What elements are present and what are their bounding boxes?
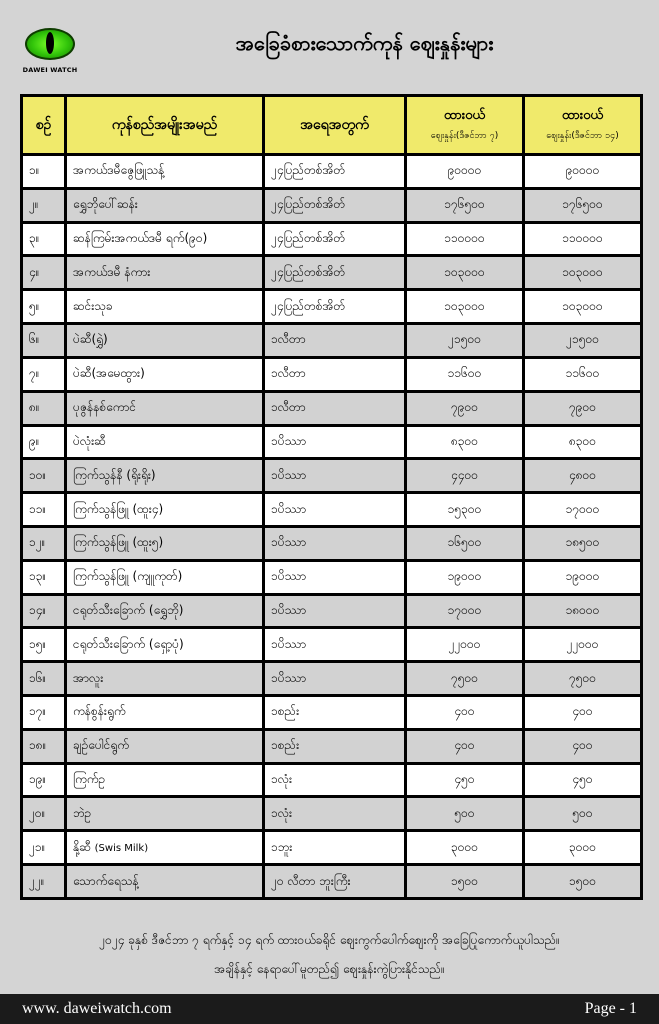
table-row — [22, 526, 642, 560]
item-name: ကြက်သွန်ဖြူ (ကျူကုတ်) — [66, 560, 264, 594]
table-row — [22, 628, 642, 662]
table-row — [22, 256, 642, 290]
table-row — [22, 865, 642, 899]
item-unit: ၁ပိဿာ — [264, 594, 406, 628]
row-number: ၁၇။ — [22, 696, 66, 730]
price-dec-14: ၁၅၀၀ — [524, 865, 642, 899]
row-number: ၁။ — [22, 155, 66, 189]
header-no: စဉ် — [22, 96, 66, 155]
price-dec-7: ၃၀၀၀ — [406, 831, 524, 865]
header-price-a — [406, 96, 524, 155]
row-number: ၄။ — [22, 256, 66, 290]
table-row — [22, 696, 642, 730]
item-name-extra: (Swis Milk) — [94, 842, 149, 854]
price-dec-7: ၁၇၆၅၀၀ — [406, 188, 524, 222]
price-dec-7: ၄၀၀ — [406, 729, 524, 763]
item-name: ပဲဆီ(အမေထွား) — [66, 357, 264, 391]
row-number: ၁၀။ — [22, 459, 66, 493]
price-dec-7: ၇၅၀၀ — [406, 662, 524, 696]
item-unit: ၁လီတာ — [264, 357, 406, 391]
website-link[interactable]: www. daweiwatch.com — [22, 1000, 172, 1017]
row-number: ၁၅။ — [22, 628, 66, 662]
row-number: ၇။ — [22, 357, 66, 391]
price-dec-14: ၁၀၃၀၀၀ — [524, 256, 642, 290]
footer-bar — [0, 994, 659, 1024]
header-price-b-label: ထားဝယ် — [561, 108, 604, 123]
price-dec-14: ၅၀၀ — [524, 797, 642, 831]
table-row — [22, 324, 642, 358]
price-dec-7: ၉၀၀၀၀ — [406, 155, 524, 189]
item-name: ပဲဆီ(ရွှဲ) — [66, 324, 264, 358]
price-dec-7: ၄၀၀ — [406, 696, 524, 730]
item-name: ပုဇွန်နစ်ကောင် — [66, 391, 264, 425]
row-number: ၈။ — [22, 391, 66, 425]
item-name: ကြက်သွန်နီ (ရိုးရိုး) — [66, 459, 264, 493]
row-number: ၂၂။ — [22, 865, 66, 899]
table-row — [22, 425, 642, 459]
table-row — [22, 493, 642, 527]
table-row — [22, 222, 642, 256]
row-number: ၂၁။ — [22, 831, 66, 865]
price-dec-14: ၁၇၀၀၀ — [524, 493, 642, 527]
price-dec-7: ၁၅၀၀ — [406, 865, 524, 899]
price-dec-14: ၄၅၀ — [524, 763, 642, 797]
item-name: ဆန်ကြမ်းအကယ်ဒမီ ရက်(၉၀) — [66, 222, 264, 256]
item-name: ချဉ်ပေါင်ရွက် — [66, 729, 264, 763]
price-dec-14: ၁၁၀၀၀၀ — [524, 222, 642, 256]
price-dec-7: ၁၁၀၀၀၀ — [406, 222, 524, 256]
page-title: အခြေခံစားသောက်ကုန် ဈေးနှုန်းများ — [235, 31, 494, 55]
row-number: ၁၄။ — [22, 594, 66, 628]
price-dec-14: ၁၇၆၅၀၀ — [524, 188, 642, 222]
row-number: ၁၃။ — [22, 560, 66, 594]
row-number: ၂၀။ — [22, 797, 66, 831]
table-row — [22, 357, 642, 391]
price-dec-14: ၇၅၀၀ — [524, 662, 642, 696]
table-row — [22, 290, 642, 324]
item-unit: ၂၄ပြည်တစ်အိတ် — [264, 188, 406, 222]
item-unit: ၁စည်း — [264, 696, 406, 730]
item-name — [66, 831, 264, 865]
table-row — [22, 831, 642, 865]
price-dec-14: ၉၀၀၀၀ — [524, 155, 642, 189]
item-name: ကြက်သွန်ဖြူ (ထူး၄) — [66, 493, 264, 527]
item-unit: ၁စည်း — [264, 729, 406, 763]
header-item: ကုန်စည်အမျိုးအမည် — [66, 96, 264, 155]
price-dec-7: ၄၄၀၀ — [406, 459, 524, 493]
price-dec-7: ၁၆၅၀၀ — [406, 526, 524, 560]
table-row — [22, 560, 642, 594]
table-row — [22, 594, 642, 628]
price-dec-7: ၅၀၀ — [406, 797, 524, 831]
item-unit: ၁လီတာ — [264, 324, 406, 358]
item-name: ကန်စွန်းရွက် — [66, 696, 264, 730]
item-unit: ၁ပိဿာ — [264, 560, 406, 594]
table-row — [22, 763, 642, 797]
price-dec-14: ၄၈၀၀ — [524, 459, 642, 493]
item-unit: ၁ပိဿာ — [264, 628, 406, 662]
table-row — [22, 459, 642, 493]
item-name-text: နို့ဆီ — [73, 839, 91, 854]
table-row — [22, 391, 642, 425]
item-name: ငရုတ်သီးခြောက် (ရွှေဘို) — [66, 594, 264, 628]
header-price-b — [524, 96, 642, 155]
row-number: ၉။ — [22, 425, 66, 459]
table-row — [22, 155, 642, 189]
row-number: ၁၈။ — [22, 729, 66, 763]
row-number: ၃။ — [22, 222, 66, 256]
item-unit: ၂၄ပြည်တစ်အိတ် — [264, 155, 406, 189]
row-number: ၁၂။ — [22, 526, 66, 560]
brand-logo — [22, 28, 78, 74]
row-number: ၁၁။ — [22, 493, 66, 527]
page-number: Page - 1 — [584, 1000, 637, 1017]
item-unit: ၂၄ပြည်တစ်အိတ် — [264, 222, 406, 256]
price-dec-14: ၁၈၅၀၀ — [524, 526, 642, 560]
price-dec-7: ၂၂၀၀၀ — [406, 628, 524, 662]
price-dec-14: ၁၁၆၀၀ — [524, 357, 642, 391]
item-name: ဆင်းသုခ — [66, 290, 264, 324]
price-dec-7: ၂၁၅၀၀ — [406, 324, 524, 358]
item-name: အကယ်ဒမီဇွေဖြူသန့် — [66, 155, 264, 189]
row-number: ၁၉။ — [22, 763, 66, 797]
price-dec-14: ၃၀၀၀ — [524, 831, 642, 865]
row-number: ၁၆။ — [22, 662, 66, 696]
price-dec-7: ၁၀၃၀၀၀ — [406, 290, 524, 324]
price-dec-14: ၁၉၀၀၀ — [524, 560, 642, 594]
item-name: ကြက်သွန်ဖြူ (ထူး၅) — [66, 526, 264, 560]
table-header-row — [22, 96, 642, 155]
price-dec-14: ၄၀၀ — [524, 696, 642, 730]
disclaimer-note: အချိန်နှင့် နေရာပေါ်မူတည်၍ ဈေးနှုန်းကွဲပြားနိုင်သည်။ — [214, 962, 445, 976]
price-dec-7: ၄၅၀ — [406, 763, 524, 797]
price-dec-14: ၂၁၅၀၀ — [524, 324, 642, 358]
table-row — [22, 729, 642, 763]
item-unit: ၁ဘူး — [264, 831, 406, 865]
item-name: ဘဲဥ — [66, 797, 264, 831]
item-name: အာလူး — [66, 662, 264, 696]
item-unit: ၁လုံး — [264, 763, 406, 797]
brand-name: DAWEI WATCH — [22, 66, 78, 74]
price-dec-14: ၂၂၀၀၀ — [524, 628, 642, 662]
item-unit: ၁ပိဿာ — [264, 459, 406, 493]
row-number: ၅။ — [22, 290, 66, 324]
row-number: ၆။ — [22, 324, 66, 358]
table-row — [22, 797, 642, 831]
item-unit: ၂၀ လီတာ ဘူးကြီး — [264, 865, 406, 899]
row-number: ၂။ — [22, 188, 66, 222]
source-note: ၂၀၂၄ ခုနှစ် ဒီဇင်ဘာ ၇ ရက်နှင့် ၁၄ ရက် ထားဝယ်ခရိုင် ဈေးကွက်ပေါက်ဈေးကို အခြေပြုကောက်ယူပါသည်။ — [99, 933, 560, 947]
price-dec-14: ၈၃၀၀ — [524, 425, 642, 459]
item-unit: ၁ပိဿာ — [264, 662, 406, 696]
price-dec-7: ၁၀၃၀၀၀ — [406, 256, 524, 290]
price-dec-14: ၁၀၃၀၀၀ — [524, 290, 642, 324]
item-name: ကြက်ဥ — [66, 763, 264, 797]
price-dec-7: ၁၁၆၀၀ — [406, 357, 524, 391]
item-unit: ၁လီတာ — [264, 391, 406, 425]
item-unit: ၁ပိဿာ — [264, 493, 406, 527]
price-dec-14: ၄၀၀ — [524, 729, 642, 763]
price-dec-14: ၁၈၀၀၀ — [524, 594, 642, 628]
header-price-a-date: ဈေးနှုန်း(ဒီဇင်ဘာ ၇) — [430, 131, 499, 141]
item-name: သောက်ရေသန့် — [66, 865, 264, 899]
item-name: ရွှေဘိုပေါ်ဆန်း — [66, 188, 264, 222]
item-name: အကယ်ဒမီ နံကား — [66, 256, 264, 290]
price-dec-7: ၁၇၀၀၀ — [406, 594, 524, 628]
item-unit: ၁ပိဿာ — [264, 425, 406, 459]
header-price-a-label: ထားဝယ် — [443, 108, 486, 123]
price-table — [20, 94, 643, 900]
item-name: ငရုတ်သီးခြောက် (ရှော့ပုံ) — [66, 628, 264, 662]
table-row — [22, 662, 642, 696]
table-row — [22, 188, 642, 222]
item-unit: ၂၄ပြည်တစ်အိတ် — [264, 256, 406, 290]
price-dec-7: ၈၃၀၀ — [406, 425, 524, 459]
item-name: ပဲလုံးဆီ — [66, 425, 264, 459]
price-dec-7: ၁၅၃၀၀ — [406, 493, 524, 527]
header-price-b-date: ဈေးနှုန်း(ဒီဇင်ဘာ ၁၄) — [546, 131, 619, 141]
item-unit: ၁ပိဿာ — [264, 526, 406, 560]
price-dec-7: ၁၉၀၀၀ — [406, 560, 524, 594]
item-unit: ၂၄ပြည်တစ်အိတ် — [264, 290, 406, 324]
price-dec-14: ၇၉၀၀ — [524, 391, 642, 425]
item-unit: ၁လုံး — [264, 797, 406, 831]
eye-logo-icon — [25, 28, 75, 60]
price-dec-7: ၇၉၀၀ — [406, 391, 524, 425]
header-unit: အရေအတွက် — [264, 96, 406, 155]
